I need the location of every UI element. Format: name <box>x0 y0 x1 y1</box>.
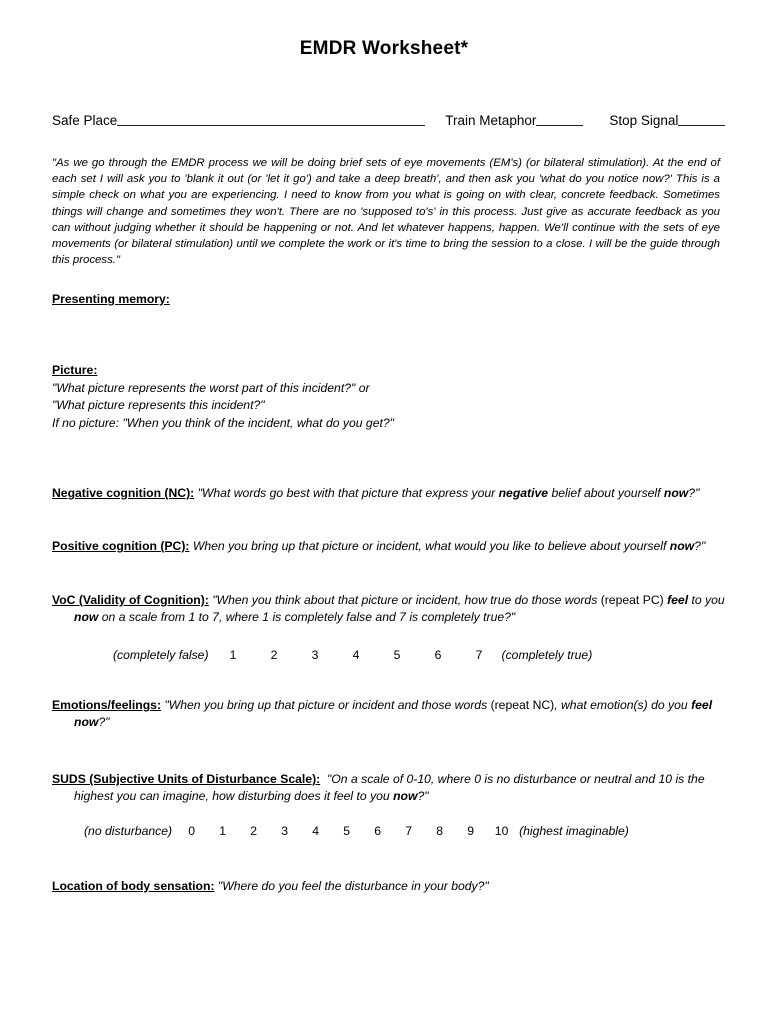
section-presenting-memory <box>52 291 724 308</box>
section-location-body-sensation <box>52 878 724 895</box>
suds-scale-value[interactable]: 2 <box>250 824 257 838</box>
voc-scale-value[interactable]: 2 <box>270 648 278 662</box>
emotions-first-line <box>52 698 161 712</box>
suds-scale-value[interactable]: 4 <box>312 824 319 838</box>
voc-scale <box>113 648 592 662</box>
voc-scale-value[interactable]: 5 <box>393 648 401 662</box>
voc-first-line <box>52 593 209 607</box>
picture-label-row <box>52 362 724 380</box>
suds-label: SUDS (Subjective Units of Disturbance Scale): <box>52 772 321 786</box>
voc-q-part3: on a scale from 1 to 7, where 1 is completely false and 7 is completely true?" <box>98 610 516 624</box>
picture-label: Picture: <box>52 363 98 377</box>
nc-q-emphasis-negative: negative <box>498 486 549 500</box>
voc-scale-value[interactable]: 4 <box>352 648 360 662</box>
picture-line-2: "What picture represents this incident?" <box>52 398 265 412</box>
stop-signal-blank[interactable] <box>678 114 725 126</box>
safe-place-label: Safe Place <box>52 113 118 128</box>
emotions-q-emphasis-feel: feel <box>691 698 713 712</box>
voc-label: VoC (Validity of Cognition): <box>52 593 209 607</box>
voc-q-repeat-pc: (repeat PC) <box>600 593 664 607</box>
negative-cognition-label: Negative cognition (NC): <box>52 486 195 500</box>
presenting-memory-label: Presenting memory: <box>52 292 170 306</box>
safe-place-blank[interactable] <box>117 114 425 126</box>
voc-q-part1: "When you think about that picture or incident, how true do those words <box>212 593 601 607</box>
section-suds <box>52 771 746 805</box>
train-metaphor-blank[interactable] <box>536 114 583 126</box>
negative-cognition-question <box>194 486 699 500</box>
voc-scale-value[interactable]: 6 <box>434 648 442 662</box>
suds-scale-value[interactable]: 5 <box>343 824 350 838</box>
picture-line-3: If no picture: "When you think of the incident, what do you get?" <box>52 415 394 430</box>
nc-q-emphasis-now: now <box>663 486 689 500</box>
page-title: EMDR Worksheet* <box>299 38 469 59</box>
location-question <box>215 879 489 893</box>
voc-scale-value[interactable]: 3 <box>311 648 319 662</box>
section-positive-cognition <box>52 538 724 555</box>
positive-cognition-label: Positive cognition (PC): <box>52 539 190 553</box>
suds-q-part1: "On a scale of 0-10, where 0 is no disturbance or neutral and 10 is the highest you can imagine, how disturbing does it feel to you <box>74 772 705 803</box>
voc-q-part2: to you <box>688 593 725 607</box>
suds-scale-value[interactable]: 10 <box>494 824 509 838</box>
stop-signal-label: Stop Signal <box>609 113 679 128</box>
picture-line-1: "What picture represents the worst part of this incident?" or <box>52 380 370 395</box>
emotions-q-part4: ?" <box>98 715 110 729</box>
location-q-part1: "Where do you feel the disturbance in your body?" <box>217 879 489 893</box>
nc-q-part2: belief about yourself <box>548 486 664 500</box>
suds-scale-value[interactable]: 6 <box>374 824 381 838</box>
train-metaphor-label: Train Metaphor <box>445 113 537 128</box>
suds-scale-value[interactable]: 9 <box>467 824 474 838</box>
emotions-question <box>74 698 712 729</box>
location-body-sensation-label: Location of body sensation: <box>52 879 215 893</box>
positive-cognition-question <box>189 539 705 553</box>
nc-q-part1: "What words go best with that picture that express your <box>197 486 499 500</box>
pc-q-emphasis-now: now <box>669 539 695 553</box>
voc-q-emphasis-now: now <box>74 610 99 624</box>
emotions-q-emphasis-now: now <box>74 715 99 729</box>
voc-scale-left-caption: (completely false) <box>113 648 209 662</box>
section-negative-cognition <box>52 485 724 502</box>
pc-q-part2: ?" <box>694 539 706 553</box>
suds-scale <box>84 824 629 838</box>
suds-q-part2: ?" <box>417 789 429 803</box>
pc-q-part1: When you bring up that picture or incident, what would you like to believe about yourself <box>192 539 670 553</box>
section-emotions-feelings <box>52 697 746 731</box>
voc-scale-right-caption: (completely true) <box>501 648 593 662</box>
voc-q-emphasis-feel: feel <box>663 593 689 607</box>
emotions-q-part2: , what emotion(s) do you <box>554 698 692 712</box>
section-picture <box>52 362 724 432</box>
intro-paragraph: "As we go through the EMDR process we will be doing brief sets of eye movements (EM's) (or bilateral stimulation). At the end of each set I will ask you to 'blank it out (or 'let it go') and take a deep breath', and then ask you 'what do you notice now?' This is a simple check on what you are experiencing. I need to know from you what is going on with clear, concrete feedback. Sometimes things will change and sometimes they won't. There are no 'supposed to's' in this process. Just give as accurate feedback as you can without judging whether it should be happening or not. And let whatever happens, happen. We'll continue with the sets of eye movements (or bilateral stimulation) until we complete the work or it's time to bring the session to a close. I will be the guide through this process." <box>52 157 720 267</box>
emotions-q-repeat-nc: (repeat NC) <box>490 698 555 712</box>
emotions-feelings-label: Emotions/feelings: <box>52 698 162 712</box>
suds-scale-left-caption: (no disturbance) <box>84 824 173 838</box>
suds-scale-value[interactable]: 1 <box>219 824 226 838</box>
suds-first-line <box>52 772 320 786</box>
voc-scale-value[interactable]: 7 <box>475 648 483 662</box>
suds-scale-value[interactable]: 0 <box>188 824 195 838</box>
nc-q-part3: ?" <box>688 486 700 500</box>
suds-scale-value[interactable]: 3 <box>281 824 288 838</box>
suds-scale-right-caption: (highest imaginable) <box>519 824 629 838</box>
voc-scale-value[interactable]: 1 <box>229 648 237 662</box>
suds-q-emphasis-now: now <box>393 789 418 803</box>
emotions-q-part1: "When you bring up that picture or incident and those words <box>164 698 491 712</box>
suds-scale-value[interactable]: 8 <box>436 824 443 838</box>
suds-scale-value[interactable]: 7 <box>405 824 412 838</box>
header-fields-row <box>52 113 720 128</box>
section-voc <box>52 592 746 626</box>
